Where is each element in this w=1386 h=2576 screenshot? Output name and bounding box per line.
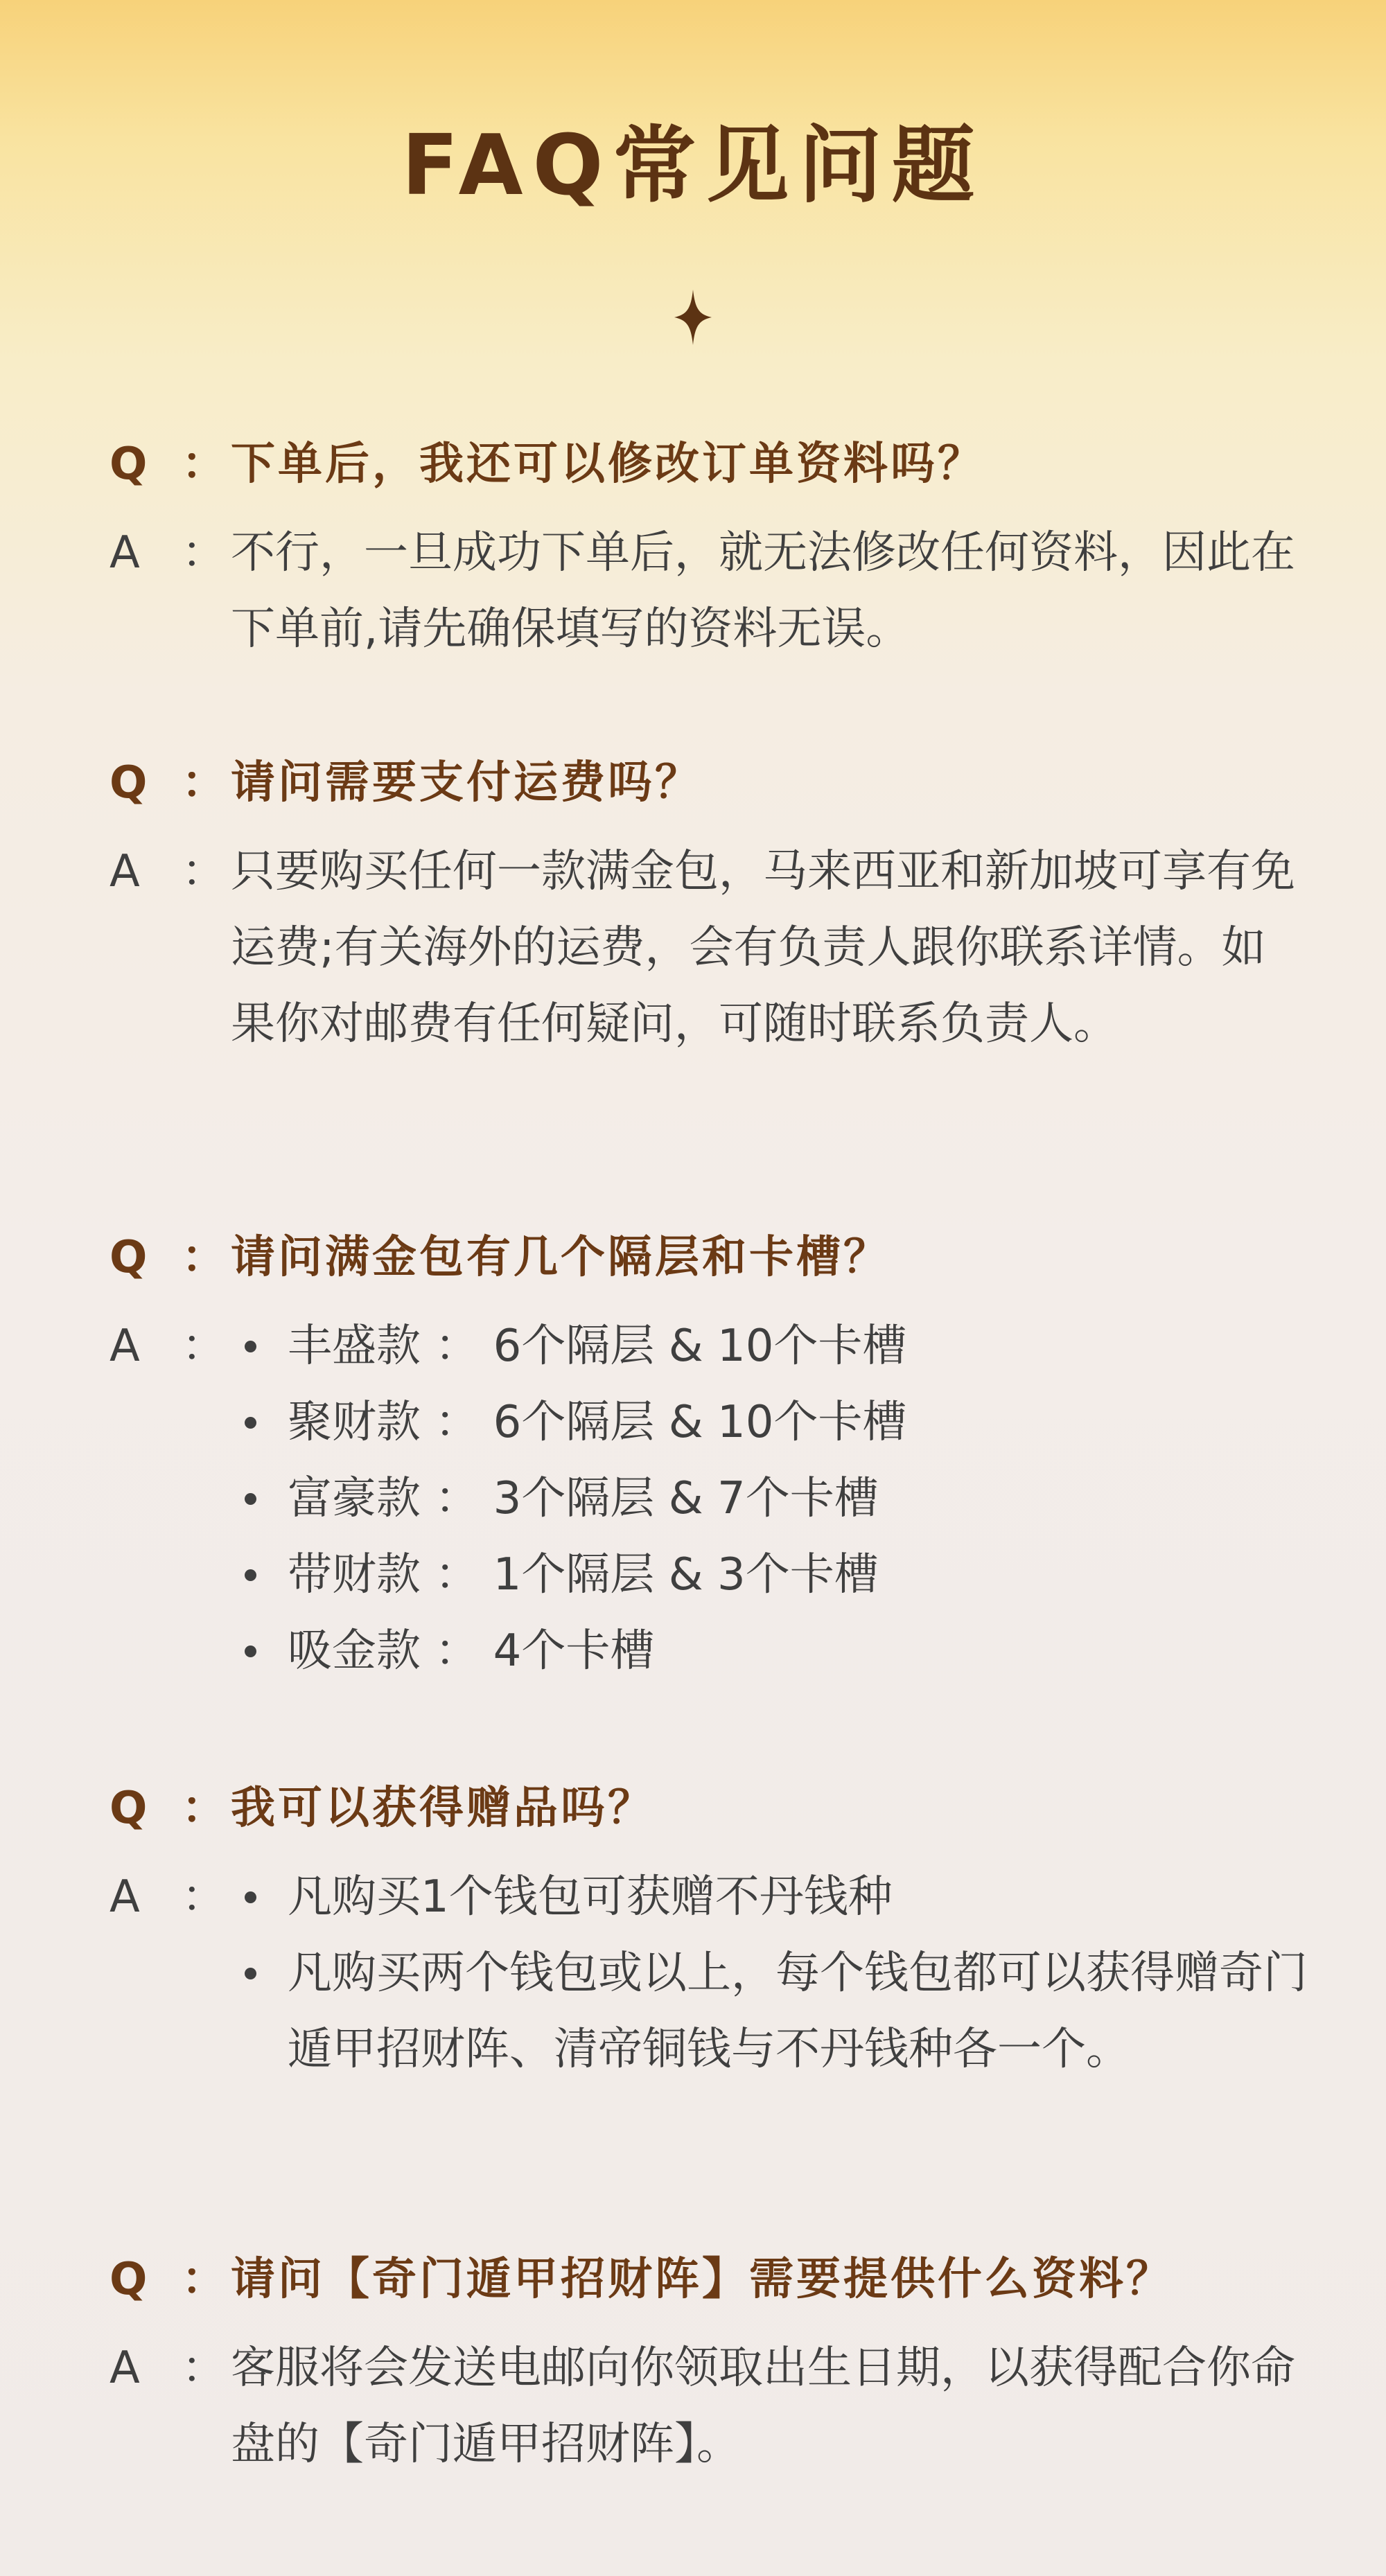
q-label: Q (109, 757, 150, 809)
a-colon: ： (182, 2343, 226, 2394)
answer-text: 客服将会发送电邮向你领取出生日期，以获得配合你命盘的【奇门遁甲招财阵】。 (231, 2343, 1295, 2470)
q-label: Q (109, 2254, 150, 2305)
q-colon: ： (182, 2254, 229, 2305)
answer-list (231, 1308, 1312, 1689)
list-item: 富豪款 ： 3个隔层 & 7个卡槽 (231, 1461, 1312, 1537)
q-colon: ： (182, 1232, 229, 1283)
list-item: 凡购买两个钱包或以上，每个钱包都可以获得赠奇门遁甲招财阵、清帝铜钱与不丹钱种各一个。 (231, 1935, 1312, 2088)
list-item: 带财款 ： 1个隔层 & 3个卡槽 (231, 1537, 1312, 1613)
q-colon: ： (182, 1783, 229, 1834)
a-label: A (109, 1321, 140, 1372)
q-colon: ： (182, 757, 229, 809)
question-text: 请问满金包有几个隔层和卡槽？ (231, 1232, 891, 1283)
a-label: A (109, 1871, 140, 1923)
q-label: Q (109, 1783, 150, 1834)
list-item: 吸金款 ： 4个卡槽 (231, 1613, 1312, 1689)
question-text: 请问需要支付运费吗？ (231, 757, 702, 809)
a-colon: ： (182, 846, 226, 897)
a-colon: ： (182, 527, 226, 579)
question-text: 我可以获得赠品吗？ (231, 1783, 655, 1834)
list-item: 丰盛款 ： 6个隔层 & 10个卡槽 (231, 1308, 1312, 1384)
a-colon: ： (182, 1871, 226, 1923)
a-label: A (109, 2343, 140, 2394)
answer-text: 不行，一旦成功下单后，就无法修改任何资料，因此在下单前,请先确保填写的资料无误。 (231, 527, 1295, 655)
answer-text: 只要购买任何一款满金包，马来西亚和新加坡可享有免运费;有关海外的运费，会有负责人跟你联系详情。如果你对邮费有任何疑问，可随时联系负责人。 (231, 846, 1295, 1050)
sparkle-icon (674, 290, 712, 345)
a-label: A (109, 527, 140, 579)
q-colon: ： (182, 439, 229, 490)
question-text: 请问【奇门遁甲招财阵】需要提供什么资料？ (231, 2254, 1173, 2305)
list-item: 凡购买1个钱包可获赠不丹钱种 (231, 1859, 1312, 1935)
page-title: FAQ常见问题 (401, 118, 985, 214)
list-item: 聚财款 ： 6个隔层 & 10个卡槽 (231, 1384, 1312, 1461)
a-colon: ： (182, 1321, 226, 1372)
q-label: Q (109, 1232, 150, 1283)
q-label: Q (109, 439, 150, 490)
question-text: 下单后，我还可以修改订单资料吗？ (231, 439, 985, 490)
a-label: A (109, 846, 140, 897)
answer-list (231, 1859, 1312, 2088)
